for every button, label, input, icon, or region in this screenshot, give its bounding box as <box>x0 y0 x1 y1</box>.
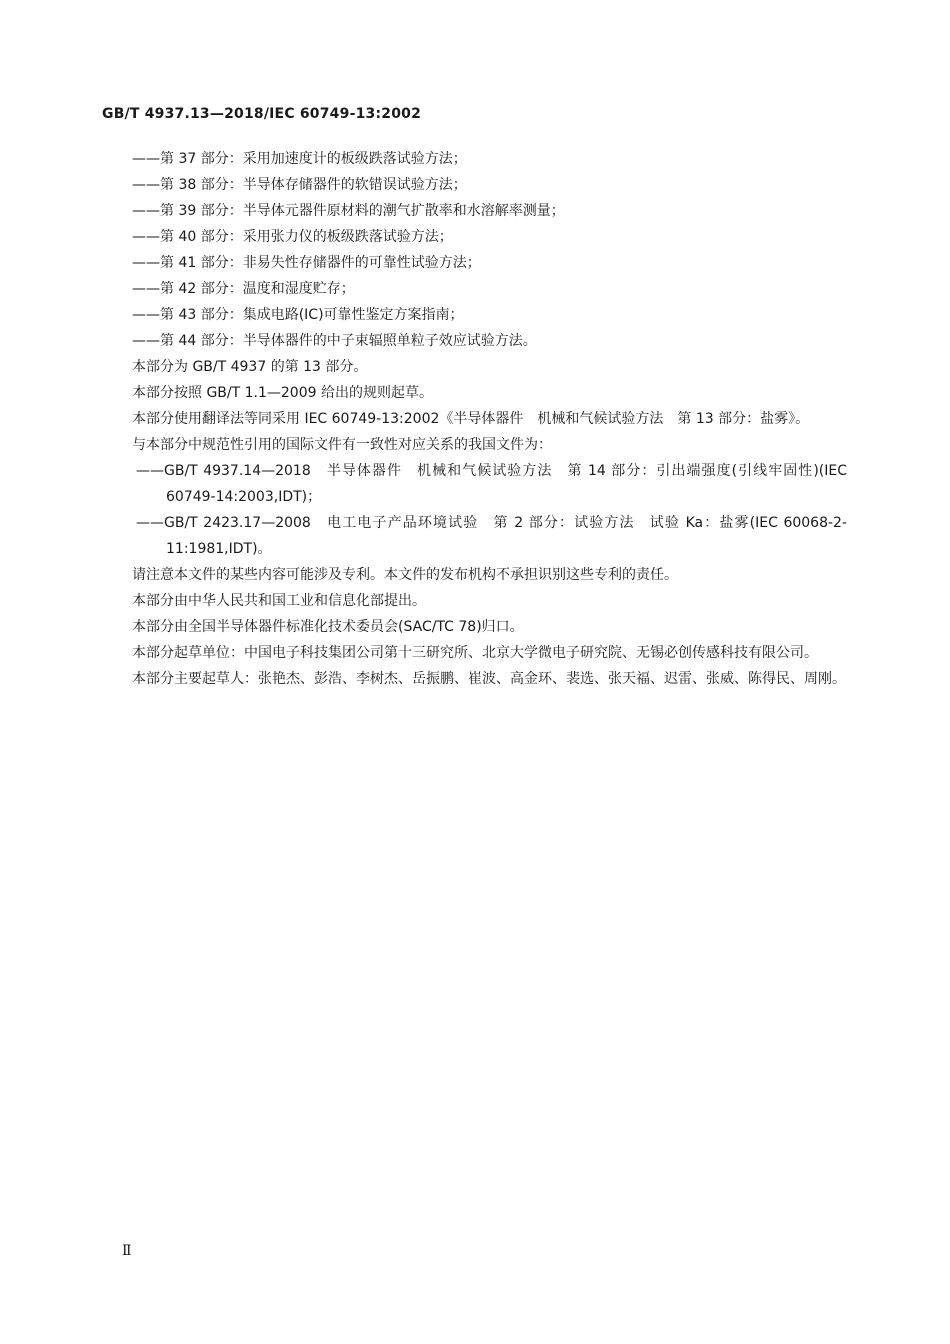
parts-list-item: ——第 41 部分：非易失性存储器件的可靠性试验方法； <box>132 255 481 271</box>
parts-list-item: ——第 40 部分：采用张力仪的板级跌落试验方法； <box>132 229 453 245</box>
drafting-units-paragraph: 本部分起草单位：中国电子科技集团公司第十三研究所、北京大学微电子研究院、无锡必创传感科技有限公司。 <box>132 645 818 661</box>
standard-code-header: GB/T 4937.13—2018/IEC 60749-13:2002 <box>102 106 422 122</box>
translation-paragraph: 本部分使用翻译法等同采用 IEC 60749-13:2002《半导体器件 机械和气候试验方法 第 13 部分：盐雾》。 <box>132 411 810 427</box>
reference-item-2: ——GB/T 2423.17—2008 电工电子产品环境试验 第 2 部分：试验方法 试验 Ka：盐雾(IEC 60068-2-11:1981,IDT)。 <box>136 515 847 557</box>
parts-list-item: ——第 38 部分：半导体存储器件的软错误试验方法； <box>132 177 467 193</box>
parts-list-item: ——第 44 部分：半导体器件的中子束辐照单粒子效应试验方法。 <box>132 333 537 349</box>
parts-list-item: ——第 42 部分：温度和湿度贮存； <box>132 281 355 297</box>
foreword-content <box>102 146 847 692</box>
proposed-by-paragraph: 本部分由中华人民共和国工业和信息化部提出。 <box>132 593 426 609</box>
patent-notice-paragraph: 请注意本文件的某些内容可能涉及专利。本文件的发布机构不承担识别这些专利的责任。 <box>132 567 678 583</box>
page-number: Ⅱ <box>122 1243 132 1259</box>
part-of-paragraph: 本部分为 GB/T 4937 的第 13 部分。 <box>132 359 368 375</box>
drafting-rules-paragraph: 本部分按照 GB/T 1.1—2009 给出的规则起草。 <box>132 385 433 401</box>
drafters-paragraph: 本部分主要起草人：张艳杰、彭浩、李树杰、岳振鹏、崔波、高金环、裴选、张天福、迟雷、张威、陈得民、周刚。 <box>132 671 846 687</box>
parts-list-item: ——第 39 部分：半导体元器件原材料的潮气扩散率和水溶解率测量； <box>132 203 565 219</box>
parts-list-item: ——第 37 部分：采用加速度计的板级跌落试验方法； <box>132 151 467 167</box>
centralized-by-paragraph: 本部分由全国半导体器件标准化技术委员会(SAC/TC 78)归口。 <box>132 619 524 635</box>
parts-list-item: ——第 43 部分：集成电路(IC)可靠性鉴定方案指南； <box>132 307 464 323</box>
reference-item-1: ——GB/T 4937.14—2018 半导体器件 机械和气候试验方法 第 14 部分：引出端强度(引线牢固性)(IEC 60749-14:2003,IDT)； <box>136 463 847 505</box>
correspondence-intro-paragraph: 与本部分中规范性引用的国际文件有一致性对应关系的我国文件为： <box>132 437 552 453</box>
